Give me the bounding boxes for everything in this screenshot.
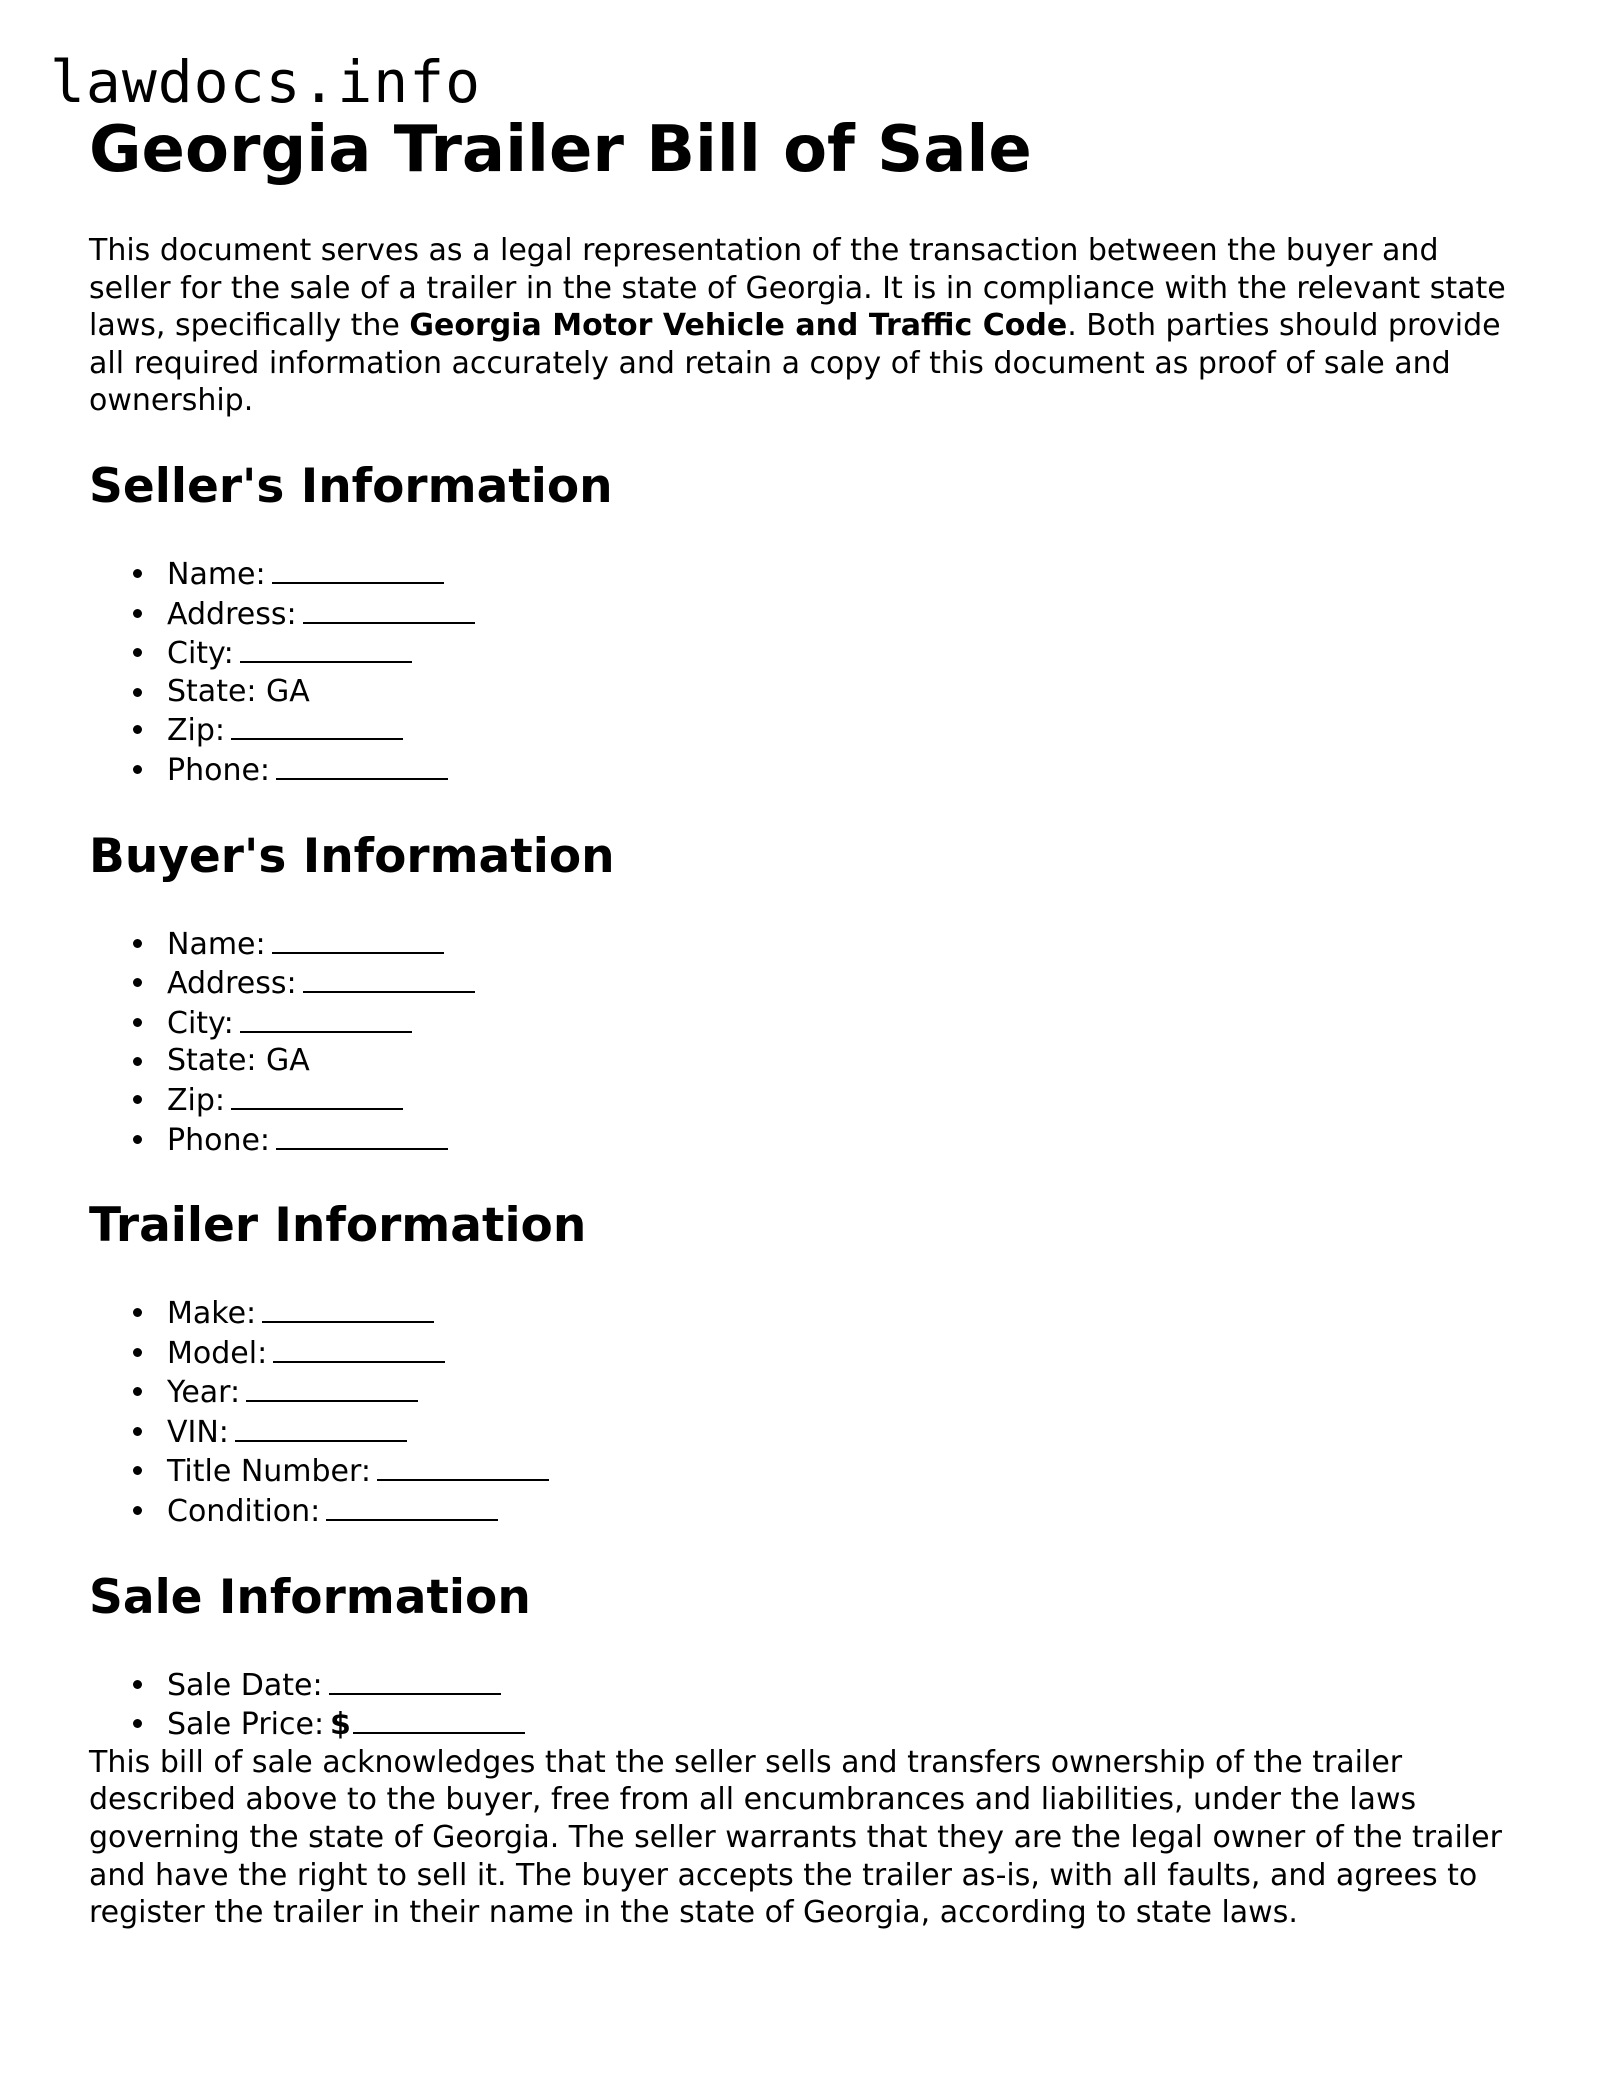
seller-zip-field	[89, 710, 1529, 750]
trailer-condition-field	[89, 1491, 1529, 1531]
seller-field-list	[89, 554, 1529, 790]
trailer-year-label: Year:	[167, 1375, 241, 1411]
intro-text-before: This document serves as a legal representation of the transaction between the buyer and seller for the sale of a trailer in the state of Georgia. It is in compliance with the relevant state laws, specifically the	[89, 233, 1506, 344]
sale-price-field	[89, 1704, 1529, 1744]
page-title: Georgia Trailer Bill of Sale	[89, 113, 1032, 187]
dollar-sign: $	[330, 1707, 351, 1743]
buyer-zip-field	[89, 1080, 1529, 1120]
trailer-condition-blank	[326, 1491, 498, 1521]
trailer-year-blank	[246, 1372, 418, 1402]
closing-paragraph: This bill of sale acknowledges that the seller sells and transfers ownership of the trailer described above to the buyer, free from all encumbrances and liabilities, under the laws governing the state of Georgia. The seller warrants that they are the legal owner of the trailer and have the right to sell it. The buyer accepts the trailer as-is, with all faults, and agrees to register the trailer in their name in the state of Georgia, according to state laws.	[89, 1744, 1502, 1931]
buyer-section-heading: Buyer's Information	[89, 828, 615, 884]
seller-state-field	[89, 673, 1529, 711]
trailer-year-field	[89, 1372, 1529, 1412]
trailer-section-heading: Trailer Information	[89, 1198, 587, 1254]
buyer-address-label: Address:	[167, 966, 297, 1002]
buyer-zip-label: Zip:	[167, 1082, 226, 1118]
sale-date-blank	[329, 1665, 501, 1695]
document-body	[89, 110, 1529, 1932]
buyer-city-label: City:	[167, 1005, 234, 1041]
seller-phone-field	[89, 750, 1529, 790]
buyer-city-field	[89, 1003, 1529, 1043]
buyer-name-field	[89, 924, 1529, 964]
buyer-state-label: State: GA	[167, 1043, 310, 1079]
seller-name-field	[89, 554, 1529, 594]
seller-address-label: Address:	[167, 596, 297, 632]
trailer-title-number-blank	[377, 1451, 549, 1481]
trailer-model-field	[89, 1333, 1529, 1373]
seller-zip-blank	[231, 710, 403, 740]
buyer-phone-blank	[276, 1120, 448, 1150]
trailer-vin-blank	[235, 1412, 407, 1442]
seller-city-label: City:	[167, 636, 234, 672]
sale-price-label: Sale Price:	[167, 1707, 325, 1743]
seller-state-label: State: GA	[167, 673, 310, 709]
trailer-vin-label: VIN:	[167, 1414, 229, 1450]
trailer-model-label: Model:	[167, 1335, 268, 1371]
seller-zip-label: Zip:	[167, 713, 226, 749]
buyer-phone-field	[89, 1120, 1529, 1160]
trailer-make-blank	[262, 1293, 434, 1323]
sale-date-label: Sale Date:	[167, 1667, 323, 1703]
sale-field-list	[89, 1665, 1529, 1744]
buyer-field-list	[89, 924, 1529, 1160]
trailer-make-field	[89, 1293, 1529, 1333]
seller-phone-label: Phone:	[167, 752, 271, 788]
buyer-name-label: Name:	[167, 926, 266, 962]
sale-section-heading: Sale Information	[89, 1569, 531, 1625]
intro-text-after: . Both parties should provide all required information accurately and retain a copy of this document as proof of sale and ownership.	[89, 308, 1501, 419]
seller-city-field	[89, 633, 1529, 673]
seller-section-heading: Seller's Information	[89, 458, 613, 514]
seller-phone-blank	[276, 750, 448, 780]
seller-address-blank	[303, 594, 475, 624]
buyer-zip-blank	[231, 1080, 403, 1110]
trailer-make-label: Make:	[167, 1296, 257, 1332]
buyer-address-blank	[303, 963, 475, 993]
buyer-state-field	[89, 1042, 1529, 1080]
buyer-phone-label: Phone:	[167, 1122, 271, 1158]
seller-city-blank	[240, 633, 412, 663]
intro-paragraph	[89, 232, 1529, 420]
buyer-address-field	[89, 963, 1529, 1003]
trailer-condition-label: Condition:	[167, 1494, 321, 1530]
buyer-city-blank	[240, 1003, 412, 1033]
site-brand: lawdocs.info	[50, 48, 482, 116]
seller-name-blank	[272, 554, 444, 584]
sale-price-blank	[353, 1704, 525, 1734]
trailer-vin-field	[89, 1412, 1529, 1452]
trailer-field-list	[89, 1293, 1529, 1531]
trailer-model-blank	[273, 1333, 445, 1363]
trailer-title-number-label: Title Number:	[167, 1454, 371, 1490]
sale-date-field	[89, 1665, 1529, 1705]
seller-address-field	[89, 594, 1529, 634]
seller-name-label: Name:	[167, 556, 266, 592]
intro-law-name: Georgia Motor Vehicle and Traffic Code	[409, 308, 1068, 344]
buyer-name-blank	[272, 924, 444, 954]
trailer-title-number-field	[89, 1451, 1529, 1491]
